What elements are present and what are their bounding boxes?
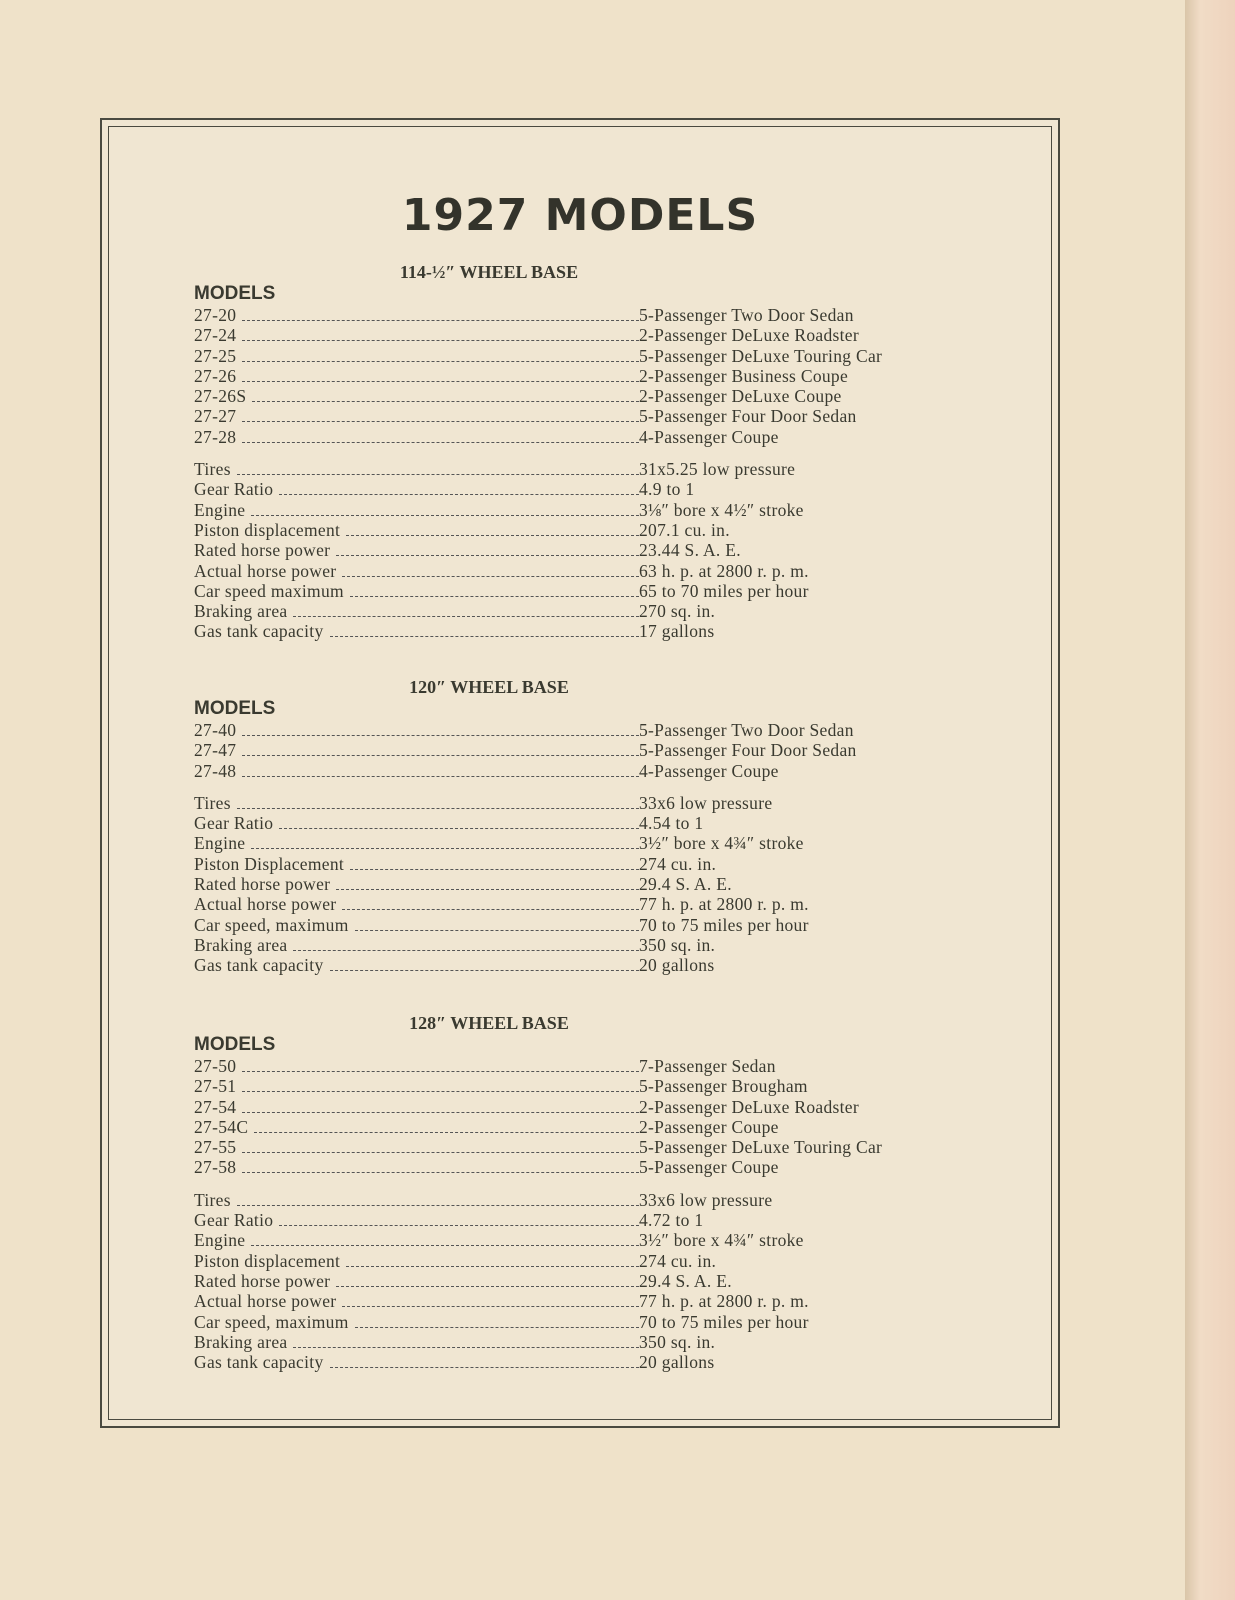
spec-row-label: Engine xyxy=(194,1230,246,1251)
spec-row xyxy=(194,500,974,520)
leader-dashes xyxy=(336,889,639,890)
leader-dashes xyxy=(251,848,639,849)
wheel-base-heading: 114-½″ WHEEL BASE xyxy=(399,262,579,282)
spec-row-value: 31x5.25 low pressure xyxy=(639,459,796,480)
label-column xyxy=(194,1137,639,1157)
leader-dashes xyxy=(242,1172,639,1173)
spec-row xyxy=(194,1352,974,1372)
section-114-wheel-base xyxy=(194,262,974,642)
label-column xyxy=(194,1076,639,1096)
spec-row xyxy=(194,540,974,560)
model-row-value: 5-Passenger Four Door Sedan xyxy=(639,740,857,761)
label-column xyxy=(194,500,639,520)
spec-row-label: Tires xyxy=(194,792,231,813)
leader-dashes xyxy=(242,381,639,382)
section-120-wheel-base xyxy=(194,677,974,976)
spec-row xyxy=(194,459,974,479)
leader-dashes xyxy=(242,1071,639,1072)
spec-row xyxy=(194,601,974,621)
model-row-label: 27-50 xyxy=(194,1056,237,1076)
spec-row-label: Car speed, maximum xyxy=(194,914,349,935)
label-column xyxy=(194,935,639,955)
label-column xyxy=(194,406,639,426)
spec-row-value: 270 sq. in. xyxy=(639,601,716,622)
spec-row-value: 23.44 S. A. E. xyxy=(639,540,741,561)
spec-row-value: 4.54 to 1 xyxy=(639,813,704,834)
model-row xyxy=(194,761,974,781)
model-row-value: 5-Passenger DeLuxe Touring Car xyxy=(639,1137,883,1158)
leader-dashes xyxy=(342,909,639,910)
label-column xyxy=(194,874,639,894)
model-row-value: 5-Passenger Two Door Sedan xyxy=(639,720,854,740)
model-row-label: 27-40 xyxy=(194,720,237,740)
leader-dashes xyxy=(330,970,640,971)
leader-dashes xyxy=(237,808,639,809)
model-row xyxy=(194,366,974,386)
leader-dashes xyxy=(279,1225,639,1226)
leader-dashes xyxy=(346,1266,639,1267)
spec-row-value: 29.4 S. A. E. xyxy=(639,874,732,895)
model-row-label: 27-51 xyxy=(194,1076,237,1097)
leader-dashes xyxy=(279,494,639,495)
leader-dashes xyxy=(336,1286,639,1287)
label-column xyxy=(194,459,639,479)
spec-row xyxy=(194,520,974,540)
spec-row xyxy=(194,561,974,581)
label-column xyxy=(194,813,639,833)
model-row-label: 27-47 xyxy=(194,740,237,761)
label-column xyxy=(194,479,639,499)
leader-dashes xyxy=(355,930,639,931)
spec-row-value: 29.4 S. A. E. xyxy=(639,1270,732,1291)
label-column xyxy=(194,386,639,406)
label-column xyxy=(194,601,639,621)
label-column xyxy=(194,346,639,366)
spec-row-label: Engine xyxy=(194,833,246,854)
model-row-value: 4-Passenger Coupe xyxy=(639,426,779,447)
model-row-label: 27-20 xyxy=(194,305,237,325)
model-row xyxy=(194,720,974,740)
spec-row-label: Gear Ratio xyxy=(194,813,274,834)
spec-row xyxy=(194,894,974,914)
spec-row xyxy=(194,793,974,813)
spec-row xyxy=(194,1271,974,1291)
label-column xyxy=(194,366,639,386)
spec-row-value: 3⅛″ bore x 4½″ stroke xyxy=(639,499,804,520)
spacer xyxy=(194,447,974,459)
spec-row-label: Car speed maximum xyxy=(194,580,344,601)
label-column xyxy=(194,1157,639,1177)
model-row xyxy=(194,1157,974,1177)
model-row-value: 5-Passenger Coupe xyxy=(639,1157,779,1178)
spacer xyxy=(194,781,974,793)
label-column xyxy=(194,1097,639,1117)
spec-row-label: Gear Ratio xyxy=(194,1210,274,1231)
spec-row-value: 17 gallons xyxy=(639,621,715,642)
model-row-label: 27-28 xyxy=(194,426,237,447)
model-row xyxy=(194,740,974,760)
label-column xyxy=(194,305,639,325)
spec-row-value: 4.9 to 1 xyxy=(639,479,695,500)
label-column xyxy=(194,720,639,740)
page-title: 1927 MODELS xyxy=(401,190,759,241)
label-column xyxy=(194,915,639,935)
label-column xyxy=(194,1190,639,1210)
spec-row-label: Piston displacement xyxy=(194,519,341,540)
spec-row xyxy=(194,833,974,853)
spec-row-value: 4.72 to 1 xyxy=(639,1210,704,1231)
spec-row-label: Tires xyxy=(194,459,231,480)
spec-row-value: 65 to 70 miles per hour xyxy=(639,580,809,601)
spec-row-value: 20 gallons xyxy=(639,1352,715,1373)
spec-row xyxy=(194,935,974,955)
model-row xyxy=(194,1117,974,1137)
document-frame xyxy=(100,118,1060,1428)
leader-dashes xyxy=(254,1132,639,1133)
leader-dashes xyxy=(350,869,639,870)
spec-row xyxy=(194,955,974,975)
spec-row-value: 33x6 low pressure xyxy=(639,1189,773,1210)
spec-row-value: 77 h. p. at 2800 r. p. m. xyxy=(639,1291,809,1312)
leader-dashes xyxy=(242,755,639,756)
label-column xyxy=(194,1312,639,1332)
label-column xyxy=(194,540,639,560)
model-row-value: 2-Passenger DeLuxe Roadster xyxy=(639,325,859,346)
spacer xyxy=(194,1178,974,1190)
spec-row-value: 274 cu. in. xyxy=(639,853,717,874)
label-column xyxy=(194,1271,639,1291)
spec-row-value: 207.1 cu. in. xyxy=(639,519,730,540)
spec-row xyxy=(194,621,974,641)
spec-row xyxy=(194,1332,974,1352)
section-128-wheel-base xyxy=(194,1013,974,1372)
leader-dashes xyxy=(242,735,639,736)
label-column xyxy=(194,894,639,914)
spec-row-label: Gas tank capacity xyxy=(194,1352,324,1373)
leader-dashes xyxy=(242,1112,639,1113)
spec-row-label: Braking area xyxy=(194,934,288,955)
spec-row-label: Rated horse power xyxy=(194,874,331,895)
spec-row-label: Tires xyxy=(194,1189,231,1210)
spec-row xyxy=(194,581,974,601)
label-column xyxy=(194,520,639,540)
spec-row-label: Car speed, maximum xyxy=(194,1311,349,1332)
spec-row-value: 33x6 low pressure xyxy=(639,792,773,813)
spec-row xyxy=(194,1312,974,1332)
label-column xyxy=(194,427,639,447)
model-row-label: 27-25 xyxy=(194,345,237,366)
leader-dashes xyxy=(242,776,639,777)
leader-dashes xyxy=(293,616,639,617)
spec-row-value: 3½″ bore x 4¾″ stroke xyxy=(639,833,804,854)
models-header: MODELS xyxy=(194,698,276,719)
leader-dashes xyxy=(242,340,639,341)
spec-row-label: Gas tank capacity xyxy=(194,955,324,976)
spec-row xyxy=(194,854,974,874)
leader-dashes xyxy=(342,1306,639,1307)
model-row-value: 4-Passenger Coupe xyxy=(639,760,779,781)
leader-dashes xyxy=(242,421,639,422)
model-row xyxy=(194,1097,974,1117)
leader-dashes xyxy=(350,596,639,597)
spec-row-label: Rated horse power xyxy=(194,540,331,561)
leader-dashes xyxy=(330,1367,640,1368)
leader-dashes xyxy=(242,361,639,362)
label-column xyxy=(194,833,639,853)
leader-dashes xyxy=(336,555,639,556)
spec-row xyxy=(194,1230,974,1250)
spec-row-value: 70 to 75 miles per hour xyxy=(639,1311,809,1332)
model-row-value: 5-Passenger Two Door Sedan xyxy=(639,305,854,325)
label-column xyxy=(194,1352,639,1372)
spec-row-label: Gas tank capacity xyxy=(194,621,324,642)
model-row-label: 27-26S xyxy=(194,386,247,407)
model-row-value: 5-Passenger Four Door Sedan xyxy=(639,406,857,427)
label-column xyxy=(194,581,639,601)
spec-row-label: Actual horse power xyxy=(194,560,337,581)
label-column xyxy=(194,1251,639,1271)
label-column xyxy=(194,561,639,581)
model-row-value: 2-Passenger Coupe xyxy=(639,1116,779,1137)
label-column xyxy=(194,1291,639,1311)
spec-row xyxy=(194,915,974,935)
spec-row xyxy=(194,813,974,833)
spec-row-label: Gear Ratio xyxy=(194,479,274,500)
spec-row-value: 3½″ bore x 4¾″ stroke xyxy=(639,1230,804,1251)
wheel-base-heading: 128″ WHEEL BASE xyxy=(409,1013,569,1033)
label-column xyxy=(194,854,639,874)
page-edge xyxy=(1185,0,1235,1600)
label-column xyxy=(194,761,639,781)
leader-dashes xyxy=(330,636,640,637)
model-row-label: 27-58 xyxy=(194,1157,237,1178)
spec-row xyxy=(194,1291,974,1311)
leader-dashes xyxy=(242,320,639,321)
spec-row-value: 274 cu. in. xyxy=(639,1250,717,1271)
model-row xyxy=(194,346,974,366)
spec-row-value: 350 sq. in. xyxy=(639,934,716,955)
leader-dashes xyxy=(355,1327,639,1328)
model-row-value: 7-Passenger Sedan xyxy=(639,1056,776,1076)
leader-dashes xyxy=(237,1205,639,1206)
leader-dashes xyxy=(346,535,639,536)
model-row-label: 27-54C xyxy=(194,1116,249,1137)
label-column xyxy=(194,1332,639,1352)
leader-dashes xyxy=(293,1347,639,1348)
model-row-label: 27-55 xyxy=(194,1137,237,1158)
leader-dashes xyxy=(293,950,639,951)
spec-row-label: Rated horse power xyxy=(194,1270,331,1291)
model-row xyxy=(194,1137,974,1157)
spec-row-value: 350 sq. in. xyxy=(639,1331,716,1352)
spec-row xyxy=(194,1251,974,1271)
model-row xyxy=(194,1056,974,1076)
label-column xyxy=(194,1056,639,1076)
model-row xyxy=(194,386,974,406)
model-row-label: 27-24 xyxy=(194,325,237,346)
model-row-value: 2-Passenger Business Coupe xyxy=(639,365,849,386)
spec-row-value: 63 h. p. at 2800 r. p. m. xyxy=(639,560,809,581)
model-row xyxy=(194,427,974,447)
label-column xyxy=(194,621,639,641)
label-column xyxy=(194,793,639,813)
spec-row-label: Braking area xyxy=(194,601,288,622)
leader-dashes xyxy=(251,515,639,516)
spec-row xyxy=(194,1190,974,1210)
spec-row-label: Piston Displacement xyxy=(194,853,345,874)
models-header: MODELS xyxy=(194,283,276,304)
spec-row-value: 20 gallons xyxy=(639,955,715,976)
spec-row xyxy=(194,479,974,499)
spec-row-label: Engine xyxy=(194,499,246,520)
model-row-label: 27-48 xyxy=(194,760,237,781)
label-column xyxy=(194,325,639,345)
model-row xyxy=(194,305,974,325)
label-column xyxy=(194,955,639,975)
label-column xyxy=(194,1210,639,1230)
model-row-label: 27-26 xyxy=(194,365,237,386)
label-column xyxy=(194,1117,639,1137)
model-row xyxy=(194,406,974,426)
leader-dashes xyxy=(242,1091,639,1092)
model-row-value: 5-Passenger Brougham xyxy=(639,1076,808,1097)
leader-dashes xyxy=(279,828,639,829)
spec-row-label: Braking area xyxy=(194,1331,288,1352)
leader-dashes xyxy=(252,401,639,402)
models-header: MODELS xyxy=(194,1034,276,1055)
leader-dashes xyxy=(242,1152,639,1153)
model-row-value: 2-Passenger DeLuxe Roadster xyxy=(639,1096,859,1117)
leader-dashes xyxy=(342,576,639,577)
model-row-label: 27-27 xyxy=(194,406,237,427)
model-row-value: 2-Passenger DeLuxe Coupe xyxy=(639,386,842,407)
spec-row-label: Actual horse power xyxy=(194,894,337,915)
leader-dashes xyxy=(251,1245,639,1246)
spec-row-value: 70 to 75 miles per hour xyxy=(639,914,809,935)
model-row-value: 5-Passenger DeLuxe Touring Car xyxy=(639,345,883,366)
model-row-label: 27-54 xyxy=(194,1096,237,1117)
spec-row-label: Piston displacement xyxy=(194,1250,341,1271)
spec-row-value: 77 h. p. at 2800 r. p. m. xyxy=(639,894,809,915)
model-row xyxy=(194,1076,974,1096)
wheel-base-heading: 120″ WHEEL BASE xyxy=(409,677,569,697)
model-row xyxy=(194,325,974,345)
leader-dashes xyxy=(237,474,639,475)
leader-dashes xyxy=(242,442,639,443)
label-column xyxy=(194,740,639,760)
spec-row xyxy=(194,874,974,894)
spec-row xyxy=(194,1210,974,1230)
label-column xyxy=(194,1230,639,1250)
spec-row-label: Actual horse power xyxy=(194,1291,337,1312)
